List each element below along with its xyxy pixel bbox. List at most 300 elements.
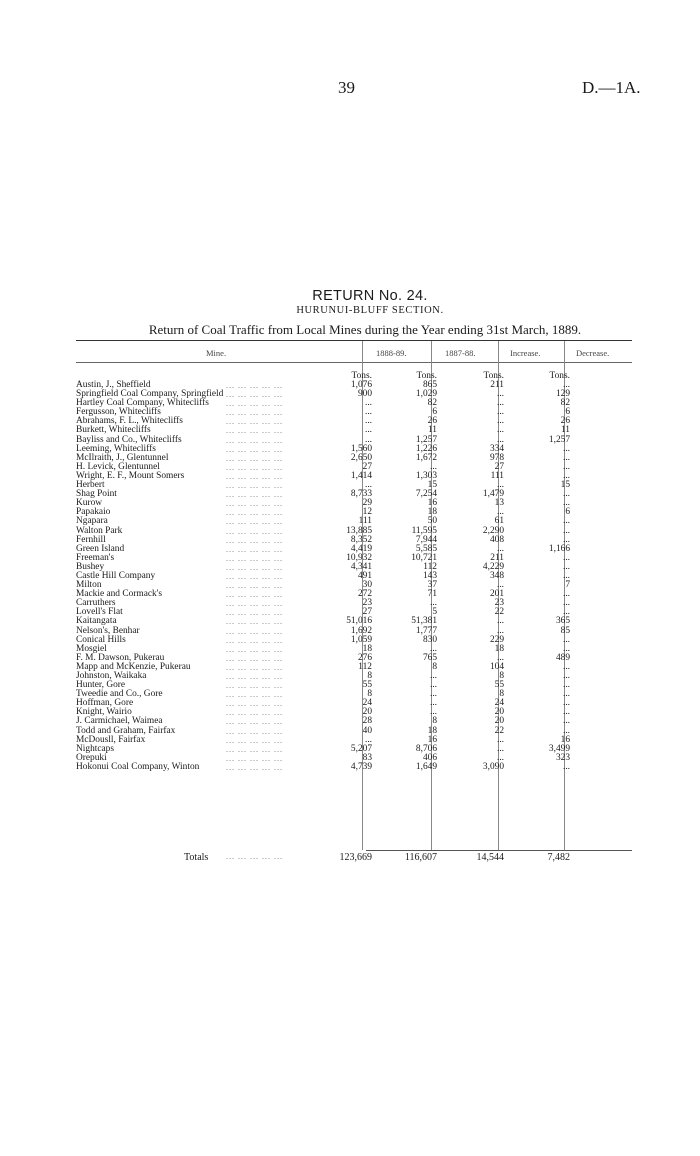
leader-dots: ... ... ... ... ... <box>226 653 283 663</box>
mine-name: Hartley Coal Company, Whitecliffs <box>76 398 209 409</box>
value-1887-88: 5,585 <box>415 543 437 554</box>
value-1887-88: 1,029 <box>415 389 437 400</box>
value-1888-89: ... <box>364 434 372 445</box>
value-1888-89: 8,733 <box>350 489 372 500</box>
value-decrease: 1,257 <box>548 434 570 445</box>
value-1888-89: ... <box>364 416 372 427</box>
mine-name: McDousll, Fairfax <box>76 734 146 745</box>
return-number: RETURN No. 24. <box>312 288 428 304</box>
table-row <box>76 572 632 581</box>
value-1887-88: 112 <box>423 561 437 572</box>
value-1887-88: 50 <box>427 516 437 527</box>
value-1888-89: 12 <box>362 507 372 518</box>
value-1887-88: 865 <box>422 380 437 390</box>
table-row <box>76 672 632 681</box>
value-1888-89: ... <box>364 480 372 491</box>
leader-dots: ... ... ... ... ... <box>226 535 283 545</box>
value-1888-89: 272 <box>357 589 372 600</box>
value-decrease: 85 <box>560 625 570 636</box>
mine-name: Orepuki <box>76 752 107 763</box>
table-row <box>76 690 632 699</box>
mine-name: Fernhill <box>76 534 106 545</box>
value-1887-88: 1,303 <box>415 470 437 481</box>
value-1887-88: 82 <box>427 398 437 409</box>
mine-name: Bushey <box>76 561 105 572</box>
value-1888-89: 40 <box>362 725 372 736</box>
mine-name: Papakaio <box>76 507 111 518</box>
mine-name: Shag Point <box>76 489 117 500</box>
value-1888-89: 20 <box>362 707 372 718</box>
value-increase: 1,479 <box>482 489 504 500</box>
value-increase: 334 <box>489 443 504 454</box>
leader-dots: ... ... ... ... ... <box>226 762 283 772</box>
value-1888-89: 10,932 <box>346 552 372 563</box>
leader-dots: ... ... ... ... ... <box>226 681 283 691</box>
value-1887-88: 71 <box>427 589 437 600</box>
unit-label: Tons. <box>549 371 570 381</box>
value-increase: 348 <box>489 570 504 581</box>
leader-dots: ... ... ... ... ... <box>226 444 283 454</box>
value-1888-89: 8 <box>367 671 372 681</box>
value-decrease: ... <box>562 443 570 454</box>
value-decrease: 26 <box>560 416 570 427</box>
value-1888-89: 24 <box>362 698 372 709</box>
value-1887-88: 830 <box>422 634 437 645</box>
leader-dots: ... ... ... ... ... <box>226 381 283 390</box>
value-increase: ... <box>496 434 504 445</box>
value-1888-89: 13,885 <box>346 525 372 536</box>
leader-dots: ... ... ... ... ... <box>226 599 283 609</box>
value-1888-89: 1,560 <box>350 443 372 454</box>
value-increase: 104 <box>489 661 504 672</box>
column-header-1888-89: 1888-89. <box>376 348 407 358</box>
value-1887-88: ... <box>429 698 437 709</box>
value-1887-88: 1,226 <box>415 443 437 454</box>
value-1887-88: 26 <box>427 416 437 427</box>
mine-name: Mosgiel <box>76 643 107 654</box>
value-1887-88: ... <box>429 689 437 700</box>
leader-dots: ... ... ... ... ... <box>226 644 283 654</box>
mine-name: Herbert <box>76 480 105 491</box>
mine-name: Kurow <box>76 498 103 509</box>
unit-label: Tons. <box>483 371 504 381</box>
value-1888-89: 27 <box>362 607 372 618</box>
mine-name: Fergusson, Whitecliffs <box>76 407 161 418</box>
value-decrease: ... <box>562 607 570 618</box>
value-increase: 978 <box>489 452 504 463</box>
value-decrease: ... <box>562 671 570 681</box>
value-1887-88: 1,257 <box>415 434 437 445</box>
mine-name: Walton Park <box>76 525 123 536</box>
value-decrease: ... <box>562 498 570 509</box>
leader-dots: ... ... ... ... ... <box>226 544 283 554</box>
value-1887-88: ... <box>429 598 437 609</box>
leader-dots: ... ... ... ... ... <box>226 462 283 472</box>
leader-dots: ... ... ... ... ... <box>226 390 283 400</box>
value-1887-88: ... <box>429 461 437 472</box>
mine-name: Carruthers <box>76 598 116 609</box>
value-1887-88: ... <box>429 671 437 681</box>
value-1887-88: 1,649 <box>415 761 437 772</box>
value-decrease: ... <box>562 452 570 463</box>
leader-dots: ... ... ... ... ... <box>226 571 283 581</box>
value-1888-89: 276 <box>357 652 372 663</box>
value-1888-89: 5,207 <box>350 743 372 754</box>
value-1887-88: 18 <box>427 725 437 736</box>
value-1887-88: 5 <box>432 607 437 618</box>
value-increase: ... <box>496 416 504 427</box>
leader-dots: ... ... ... ... ... <box>226 717 283 727</box>
mine-name: Mapp and McKenzie, Pukerau <box>76 661 191 672</box>
value-decrease: ... <box>562 534 570 545</box>
value-decrease: ... <box>562 761 570 772</box>
mine-name: Hokonui Coal Company, Winton <box>76 761 200 772</box>
value-1887-88: 37 <box>427 580 437 591</box>
value-1887-88: 765 <box>422 652 437 663</box>
value-1888-89: 1,059 <box>350 634 372 645</box>
value-1888-89: ... <box>364 734 372 745</box>
value-1887-88: 10,721 <box>411 552 437 563</box>
value-1888-89: 29 <box>362 498 372 509</box>
table-subtitle: Return of Coal Traffic from Local Mines during the Year ending 31st March, 1889. <box>148 322 582 337</box>
leader-dots: ... ... ... ... ... <box>226 435 283 445</box>
value-decrease: 323 <box>555 752 570 763</box>
value-1887-88: 1,672 <box>415 452 437 463</box>
value-decrease: 7 <box>565 580 570 591</box>
value-1887-88: 143 <box>422 570 437 581</box>
value-increase: 211 <box>490 380 504 390</box>
mine-name: McIlraith, J., Glentunnel <box>76 452 169 463</box>
leader-dots: ... ... ... ... ... <box>226 635 283 645</box>
value-1888-89: 111 <box>358 516 372 527</box>
value-decrease: 6 <box>565 407 570 418</box>
value-increase: 3,090 <box>482 761 504 772</box>
value-increase: ... <box>496 625 504 636</box>
value-increase: 20 <box>494 707 504 718</box>
value-1888-89: 4,419 <box>350 543 372 554</box>
mine-name: Freeman's <box>76 552 115 563</box>
value-increase: ... <box>496 389 504 400</box>
value-1888-89: 23 <box>362 598 372 609</box>
leader-dots: ... ... ... ... ... <box>226 726 283 736</box>
value-decrease: ... <box>562 489 570 500</box>
unit-label: Tons. <box>416 371 437 381</box>
table-row <box>76 563 632 572</box>
value-1887-88: 7,944 <box>415 534 437 545</box>
header-rule <box>76 362 632 363</box>
value-1888-89: 2,650 <box>350 452 372 463</box>
table-row <box>76 472 632 481</box>
value-increase: 211 <box>490 552 504 563</box>
value-decrease: ... <box>562 461 570 472</box>
leader-dots: ... ... ... ... ... <box>226 735 283 745</box>
value-1888-89: ... <box>364 398 372 409</box>
column-header-decrease: Decrease. <box>576 348 610 358</box>
value-decrease: ... <box>562 698 570 709</box>
leader-dots: ... ... ... ... ... <box>226 672 283 681</box>
value-increase: 201 <box>489 589 504 600</box>
top-rule <box>76 340 632 341</box>
value-increase: 8 <box>499 671 504 681</box>
value-increase: 408 <box>489 534 504 545</box>
value-increase: ... <box>496 407 504 418</box>
mine-name: Kaitangata <box>76 616 117 627</box>
mine-name: Hunter, Gore <box>76 680 126 691</box>
leader-dots: ... ... ... ... ... <box>226 708 283 718</box>
value-1888-89: ... <box>364 425 372 436</box>
mine-name: Nightcaps <box>76 743 115 754</box>
totals-row <box>76 852 632 864</box>
value-1888-89: 1,076 <box>350 380 372 390</box>
value-decrease: 6 <box>565 507 570 518</box>
value-1888-89: ... <box>364 407 372 418</box>
leader-dots: ... ... ... ... ... <box>226 690 283 700</box>
mine-name: Green Island <box>76 543 125 554</box>
leader-dots: ... ... ... ... ... <box>226 426 283 436</box>
table-body <box>76 381 632 772</box>
title-block <box>0 288 700 338</box>
value-decrease: 11 <box>560 425 570 436</box>
table-row <box>76 590 632 599</box>
value-1887-88: 16 <box>427 498 437 509</box>
totals-rule <box>366 850 632 851</box>
mine-name: J. Carmichael, Waimea <box>76 716 163 727</box>
table-row <box>76 417 632 426</box>
column-header-1887-88: 1887-88. <box>445 348 476 358</box>
value-decrease: ... <box>562 589 570 600</box>
value-1887-88: 16 <box>427 734 437 745</box>
table-row <box>76 727 632 736</box>
value-1887-88: ... <box>429 643 437 654</box>
mine-name: Knight, Wairio <box>76 707 132 718</box>
value-increase: 4,229 <box>482 561 504 572</box>
mine-name: Ngapara <box>76 516 108 527</box>
mine-name: Leeming, Whitecliffs <box>76 443 156 454</box>
value-increase: 20 <box>494 716 504 727</box>
value-1888-89: 112 <box>358 661 372 672</box>
value-1887-88: 18 <box>427 507 437 518</box>
value-decrease: ... <box>562 680 570 691</box>
value-increase: 22 <box>494 725 504 736</box>
value-1888-89: 491 <box>357 570 372 581</box>
value-increase: 55 <box>494 680 504 691</box>
table-row <box>76 490 632 499</box>
value-decrease: ... <box>562 643 570 654</box>
value-1888-89: 27 <box>362 461 372 472</box>
value-increase: 22 <box>494 607 504 618</box>
value-increase: 18 <box>494 643 504 654</box>
value-increase: ... <box>496 734 504 745</box>
value-1888-89: 83 <box>362 752 372 763</box>
value-1888-89: 55 <box>362 680 372 691</box>
value-1888-89: 18 <box>362 643 372 654</box>
page-number: 39 <box>338 78 355 97</box>
value-increase: ... <box>496 743 504 754</box>
leader-dots: ... ... ... ... ... <box>226 499 283 509</box>
value-decrease: 3,499 <box>548 743 570 754</box>
mine-name: Johnston, Waikaka <box>76 671 147 681</box>
value-decrease: ... <box>562 716 570 727</box>
column-header-increase: Increase. <box>510 348 541 358</box>
value-1888-89: 28 <box>362 716 372 727</box>
leader-dots: ... ... ... ... ... <box>226 562 283 572</box>
value-decrease: 129 <box>555 389 570 400</box>
value-increase: ... <box>496 652 504 663</box>
value-decrease: ... <box>562 634 570 645</box>
value-1887-88: 8 <box>432 716 437 727</box>
value-1887-88: 6 <box>432 407 437 418</box>
leader-dots: ... ... ... ... ... <box>226 526 283 536</box>
value-1888-89: 51,016 <box>346 616 372 627</box>
section-title: HURUNUI-BLUFF SECTION. <box>296 305 444 316</box>
value-increase: ... <box>496 425 504 436</box>
value-decrease: 489 <box>555 652 570 663</box>
unit-label: Tons. <box>351 371 372 381</box>
value-1888-89: 8,352 <box>350 534 372 545</box>
value-1888-89: 900 <box>357 389 372 400</box>
mine-name: Mackie and Cormack's <box>76 589 163 600</box>
value-increase: ... <box>496 543 504 554</box>
value-increase: 229 <box>489 634 504 645</box>
value-1888-89: 30 <box>362 580 372 591</box>
mine-name: Springfield Coal Company, Springfield <box>76 389 224 400</box>
value-1888-89: 1,692 <box>350 625 372 636</box>
total-decrease: 7,482 <box>547 852 570 863</box>
value-1887-88: 8 <box>432 661 437 672</box>
value-1887-88: ... <box>429 707 437 718</box>
value-increase: 8 <box>499 689 504 700</box>
leader-dots: ... ... ... ... ... <box>226 553 283 563</box>
value-increase: ... <box>496 507 504 518</box>
value-increase: 27 <box>494 461 504 472</box>
mine-name: Bayliss and Co., Whitecliffs <box>76 434 182 445</box>
value-decrease: ... <box>562 552 570 563</box>
leader-dots: ... ... ... ... ... <box>226 471 283 481</box>
mine-name: Castle Hill Company <box>76 570 156 581</box>
value-1887-88: 11 <box>427 425 437 436</box>
value-increase: 24 <box>494 698 504 709</box>
mine-name: Todd and Graham, Fairfax <box>76 725 176 736</box>
value-increase: 13 <box>494 498 504 509</box>
leader-dots: ... ... ... ... ... <box>226 399 283 409</box>
total-increase: 14,544 <box>476 852 504 863</box>
leader-dots: ... ... ... ... ... <box>226 453 283 463</box>
value-1887-88: 1,777 <box>415 625 437 636</box>
table-row <box>76 599 632 608</box>
mine-name: Wright, E. F., Mount Somers <box>76 470 185 481</box>
value-decrease: 82 <box>560 398 570 409</box>
leader-dots: ... ... ... ... ... <box>226 590 283 600</box>
value-decrease: ... <box>562 707 570 718</box>
document-code: D.—1A. <box>582 78 641 97</box>
value-1888-89: 4,341 <box>350 561 372 572</box>
value-increase: ... <box>496 480 504 491</box>
table-row <box>76 508 632 517</box>
value-decrease: ... <box>562 380 570 390</box>
leader-dots: ... ... ... ... ... <box>226 481 283 491</box>
value-1887-88: ... <box>429 680 437 691</box>
value-1887-88: 7,254 <box>415 489 437 500</box>
leader-dots: ... ... ... ... ... <box>226 662 283 672</box>
leader-dots: ... ... ... ... ... <box>226 508 283 518</box>
value-increase: 111 <box>490 470 504 481</box>
value-1887-88: 406 <box>422 752 437 763</box>
leader-dots: ... ... ... ... ... <box>226 753 283 763</box>
table-row <box>76 699 632 708</box>
table-row <box>76 663 632 672</box>
mine-name: Hoffman, Gore <box>76 698 134 709</box>
value-decrease: ... <box>562 689 570 700</box>
table-row <box>76 745 632 754</box>
value-decrease: 1,166 <box>548 543 570 554</box>
totals-label: Totals <box>184 852 209 863</box>
leader-dots: ... ... ... ... ... <box>226 626 283 636</box>
value-1888-89: 8 <box>367 689 372 700</box>
value-decrease: 15 <box>560 480 570 491</box>
mine-name: Tweedie and Co., Gore <box>76 689 163 700</box>
leader-dots: ... ... ... ... ... <box>226 852 283 861</box>
leader-dots: ... ... ... ... ... <box>226 490 283 500</box>
total-1888-89: 123,669 <box>339 852 372 863</box>
value-decrease: 365 <box>555 616 570 627</box>
mine-name: Austin, J., Sheffield <box>76 380 151 390</box>
mine-name: Abrahams, F. L., Whitecliffs <box>76 416 183 427</box>
value-1887-88: 8,706 <box>415 743 437 754</box>
table-row <box>76 636 632 645</box>
mine-name: Burkett, Whitecliffs <box>76 425 151 436</box>
value-increase: 61 <box>494 516 504 527</box>
mine-name: Conical Hills <box>76 634 126 645</box>
value-decrease: ... <box>562 525 570 536</box>
value-1888-89: 4,739 <box>350 761 372 772</box>
value-decrease: 16 <box>560 734 570 745</box>
leader-dots: ... ... ... ... ... <box>226 608 283 618</box>
column-header-mine: Mine. <box>206 348 227 358</box>
value-decrease: ... <box>562 470 570 481</box>
leader-dots: ... ... ... ... ... <box>226 744 283 754</box>
table-row <box>76 499 632 508</box>
value-decrease: ... <box>562 516 570 527</box>
value-decrease: ... <box>562 661 570 672</box>
total-1887-88: 116,607 <box>404 852 437 863</box>
leader-dots: ... ... ... ... ... <box>226 617 283 627</box>
value-increase: ... <box>496 580 504 591</box>
value-1887-88: 11,595 <box>411 525 437 536</box>
value-1888-89: 1,414 <box>350 470 372 481</box>
leader-dots: ... ... ... ... ... <box>226 517 283 527</box>
value-decrease: ... <box>562 725 570 736</box>
value-increase: ... <box>496 752 504 763</box>
value-increase: ... <box>496 398 504 409</box>
value-increase: ... <box>496 616 504 627</box>
mine-name: F. M. Dawson, Pukerau <box>76 652 165 663</box>
mine-name: Lovell's Flat <box>76 607 123 618</box>
mine-name: H. Levick, Glentunnel <box>76 461 160 472</box>
value-decrease: ... <box>562 561 570 572</box>
value-decrease: ... <box>562 570 570 581</box>
value-increase: 23 <box>494 598 504 609</box>
table-row <box>76 763 632 772</box>
value-increase: 2,290 <box>482 525 504 536</box>
leader-dots: ... ... ... ... ... <box>226 417 283 427</box>
leader-dots: ... ... ... ... ... <box>226 699 283 709</box>
value-decrease: ... <box>562 598 570 609</box>
mine-name: Milton <box>76 580 102 591</box>
value-1887-88: 15 <box>427 480 437 491</box>
leader-dots: ... ... ... ... ... <box>226 581 283 591</box>
leader-dots: ... ... ... ... ... <box>226 408 283 418</box>
value-1887-88: 51,381 <box>411 616 437 627</box>
